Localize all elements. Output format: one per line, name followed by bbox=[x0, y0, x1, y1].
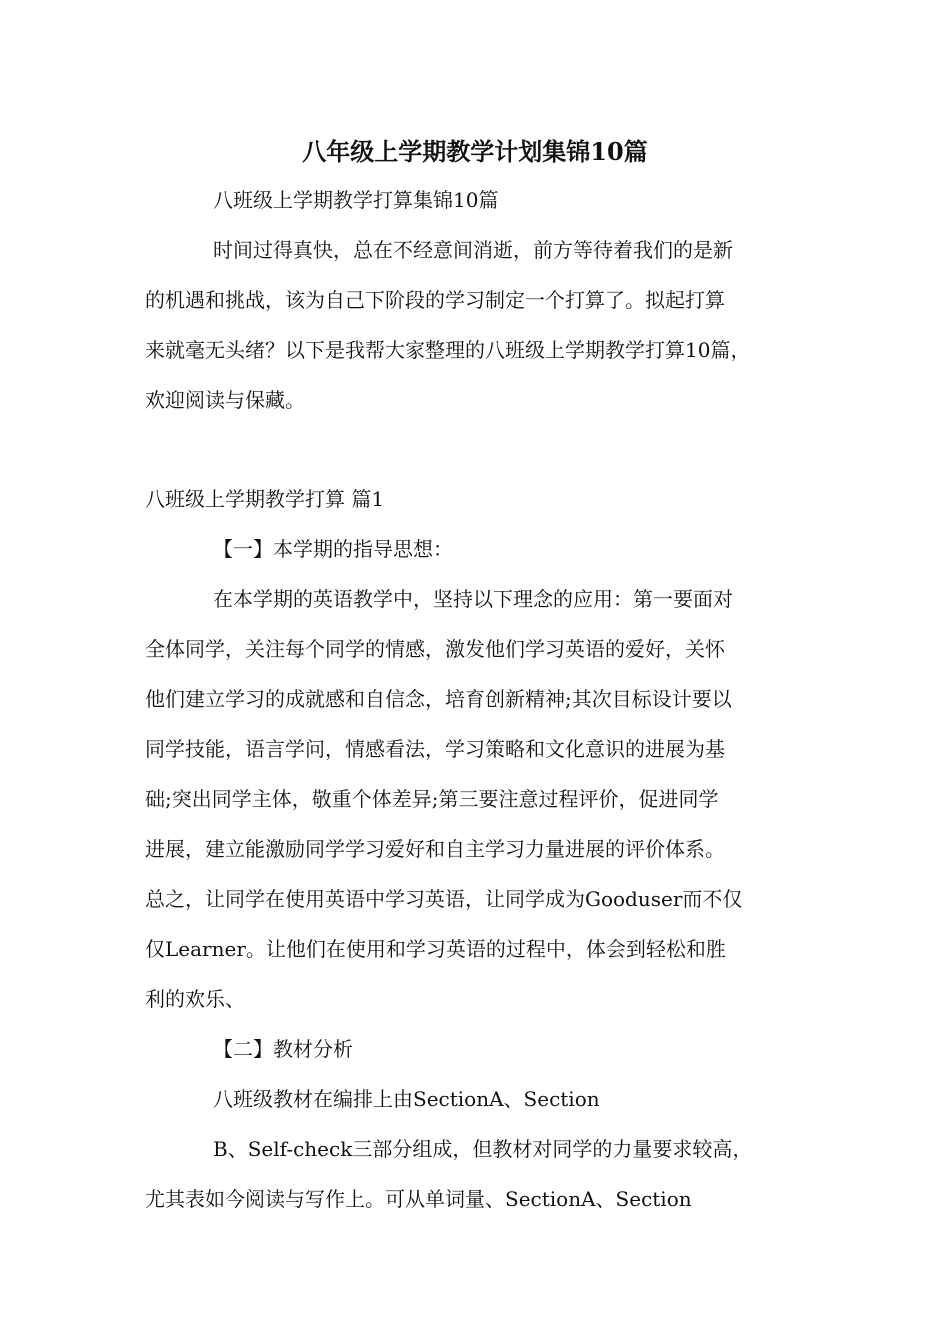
body-line-4: 同学技能，语言学问，情感看法，学习策略和文化意识的进展为基 bbox=[145, 737, 725, 761]
intro-line-3: 来就毫无头绪？以下是我帮大家整理的八班级上学期教学打算10篇， bbox=[145, 338, 751, 362]
subheading-1: 【一】本学期的指导思想： bbox=[213, 537, 453, 561]
section-heading: 八班级上学期教学打算 篇1 bbox=[145, 487, 385, 511]
intro-line-4: 欢迎阅读与保藏。 bbox=[145, 388, 305, 412]
body-line-9: 利的欢乐、 bbox=[145, 987, 245, 1011]
body-line-3: 他们建立学习的成就感和自信念，培育创新精神;其次目标设计要以 bbox=[145, 687, 732, 711]
body-line-5: 础;突出同学主体，敬重个体差异;第三要注意过程评价，促进同学 bbox=[145, 787, 719, 811]
body-line-7: 总之，让同学在使用英语中学习英语，让同学成为Gooduser而不仅 bbox=[145, 887, 743, 911]
body-line-8: 仅Learner。让他们在使用和学习英语的过程中，体会到轻松和胜 bbox=[145, 937, 726, 961]
body-line-11: B、Self-check三部分组成，但教材对同学的力量要求较高， bbox=[213, 1137, 753, 1161]
intro-line-2: 的机遇和挑战，该为自己下阶段的学习制定一个打算了。拟起打算 bbox=[145, 288, 725, 312]
body-line-12: 尤其表如今阅读与写作上。可从单词量、SectionA、Section bbox=[145, 1187, 692, 1211]
body-line-1: 在本学期的英语教学中，坚持以下理念的应用：第一要面对 bbox=[213, 587, 733, 611]
body-line-2: 全体同学，关注每个同学的情感，激发他们学习英语的爱好，关怀 bbox=[145, 637, 725, 661]
intro-line-1: 时间过得真快，总在不经意间消逝，前方等待着我们的是新 bbox=[213, 238, 733, 262]
body-line-10: 八班级教材在编排上由SectionA、Section bbox=[213, 1087, 600, 1111]
document-title: 八年级上学期教学计划集锦10篇 bbox=[302, 137, 648, 166]
body-line-6: 进展，建立能激励同学学习爱好和自主学习力量进展的评价体系。 bbox=[145, 837, 725, 861]
subtitle-line: 八班级上学期教学打算集锦10篇 bbox=[213, 188, 499, 212]
subheading-2: 【二】教材分析 bbox=[213, 1037, 353, 1061]
